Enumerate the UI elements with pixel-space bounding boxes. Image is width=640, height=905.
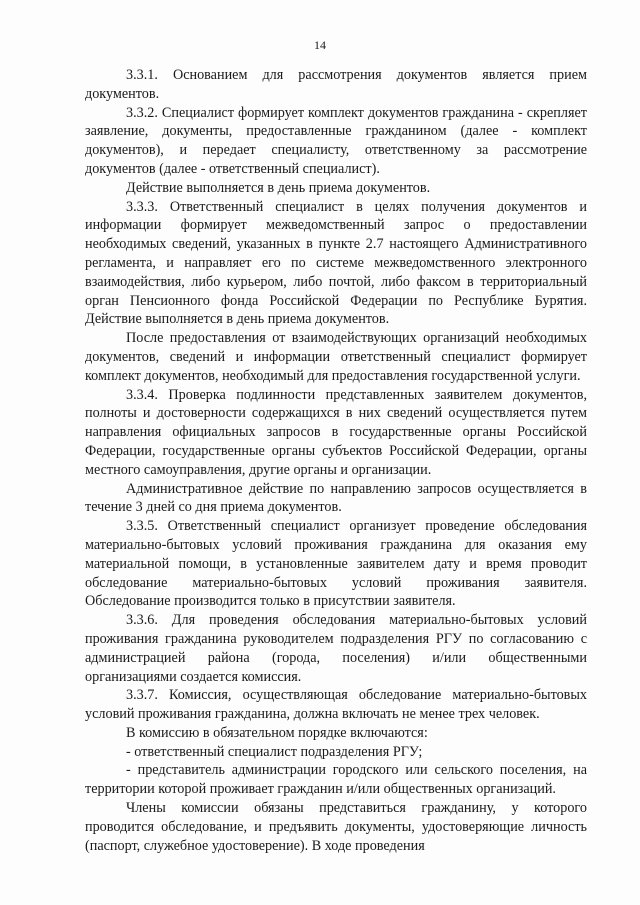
paragraph-3-3-5: 3.3.5. Ответственный специалист организует проведение обследования материально-бытовых условий проживания гражданина для оказания ему материальной помощи, в установленные заявителем дату и время проводит обследование материально-бытовых условий проживания заявителя. Обследование производится только в присутствии заявителя.: [85, 518, 587, 610]
paragraph-3-3-2: 3.3.2. Специалист формирует комплект документов гражданина - скрепляет заявление, документы, предоставленные гражданином (далее - комплект документов), и передает специалисту, ответственному за рассмотрение документов (далее - ответственный специалист).: [85, 104, 587, 177]
page-number: 14: [314, 38, 326, 52]
paragraph-commission-members: Члены комиссии обязаны представиться гражданину, у которого проводится обследование, и предъявить документы, удостоверяющие личность (паспорт, служебное удостоверение). В ходе проведения: [85, 800, 587, 854]
paragraph-after-provision: После предоставления от взаимодействующих организаций необходимых документов, сведений и информации ответственный специалист формирует комплект документов, необходимый для предоставления государственной услуги.: [85, 330, 587, 384]
paragraph-action-same-day: Действие выполняется в день приема документов.: [126, 179, 431, 196]
paragraph-3-3-1: 3.3.1. Основанием для рассмотрения документов является прием документов.: [85, 67, 587, 102]
document-body: [85, 66, 587, 855]
paragraph-3-3-3: 3.3.3. Ответственный специалист в целях получения документов и информации формирует межведомственный запрос о предоставлении необходимых сведений, указанных в пункте 2.7 настоящего Административного регламента, и направляет его по системе межведомственного электронного взаимодействия, либо курьером, либо почтой, либо факсом в территориальный орган Пенсионного фонда Российской Федерации по Республике Бурятия. Действие выполняется в день приема документов.: [85, 198, 587, 328]
paragraph-commission-includes: В комиссию в обязательном порядке включаются:: [126, 724, 428, 741]
paragraph-admin-action: Административное действие по направлению запросов осуществляется в течение 3 дней со дня приема документов.: [85, 480, 587, 516]
list-item-administration-representative: - представитель администрации городского или сельского поселения, на территории которой проживает гражданин и/или общественных организаций.: [85, 762, 587, 798]
paragraph-3-3-4: 3.3.4. Проверка подлинности представленных заявителем документов, полноты и достоверности содержащихся в них сведений осуществляется путем направления официальных запросов в государственные органы Российской Федерации, государственные органы субъектов Российской Федерации, органы местного самоуправления, другие органы и организации.: [85, 386, 587, 478]
paragraph-3-3-7: 3.3.7. Комиссия, осуществляющая обследование материально-бытовых условий проживания гражданина, должна включать не менее трех человек.: [85, 687, 587, 723]
list-item-responsible-specialist: - ответственный специалист подразделения РГУ;: [126, 743, 423, 760]
paragraph-3-3-6: 3.3.6. Для проведения обследования материально-бытовых условий проживания гражданина руководителем подразделения РГУ по согласованию с администрацией района (города, поселения) и/или общественными организациями создается комиссия.: [85, 612, 587, 685]
